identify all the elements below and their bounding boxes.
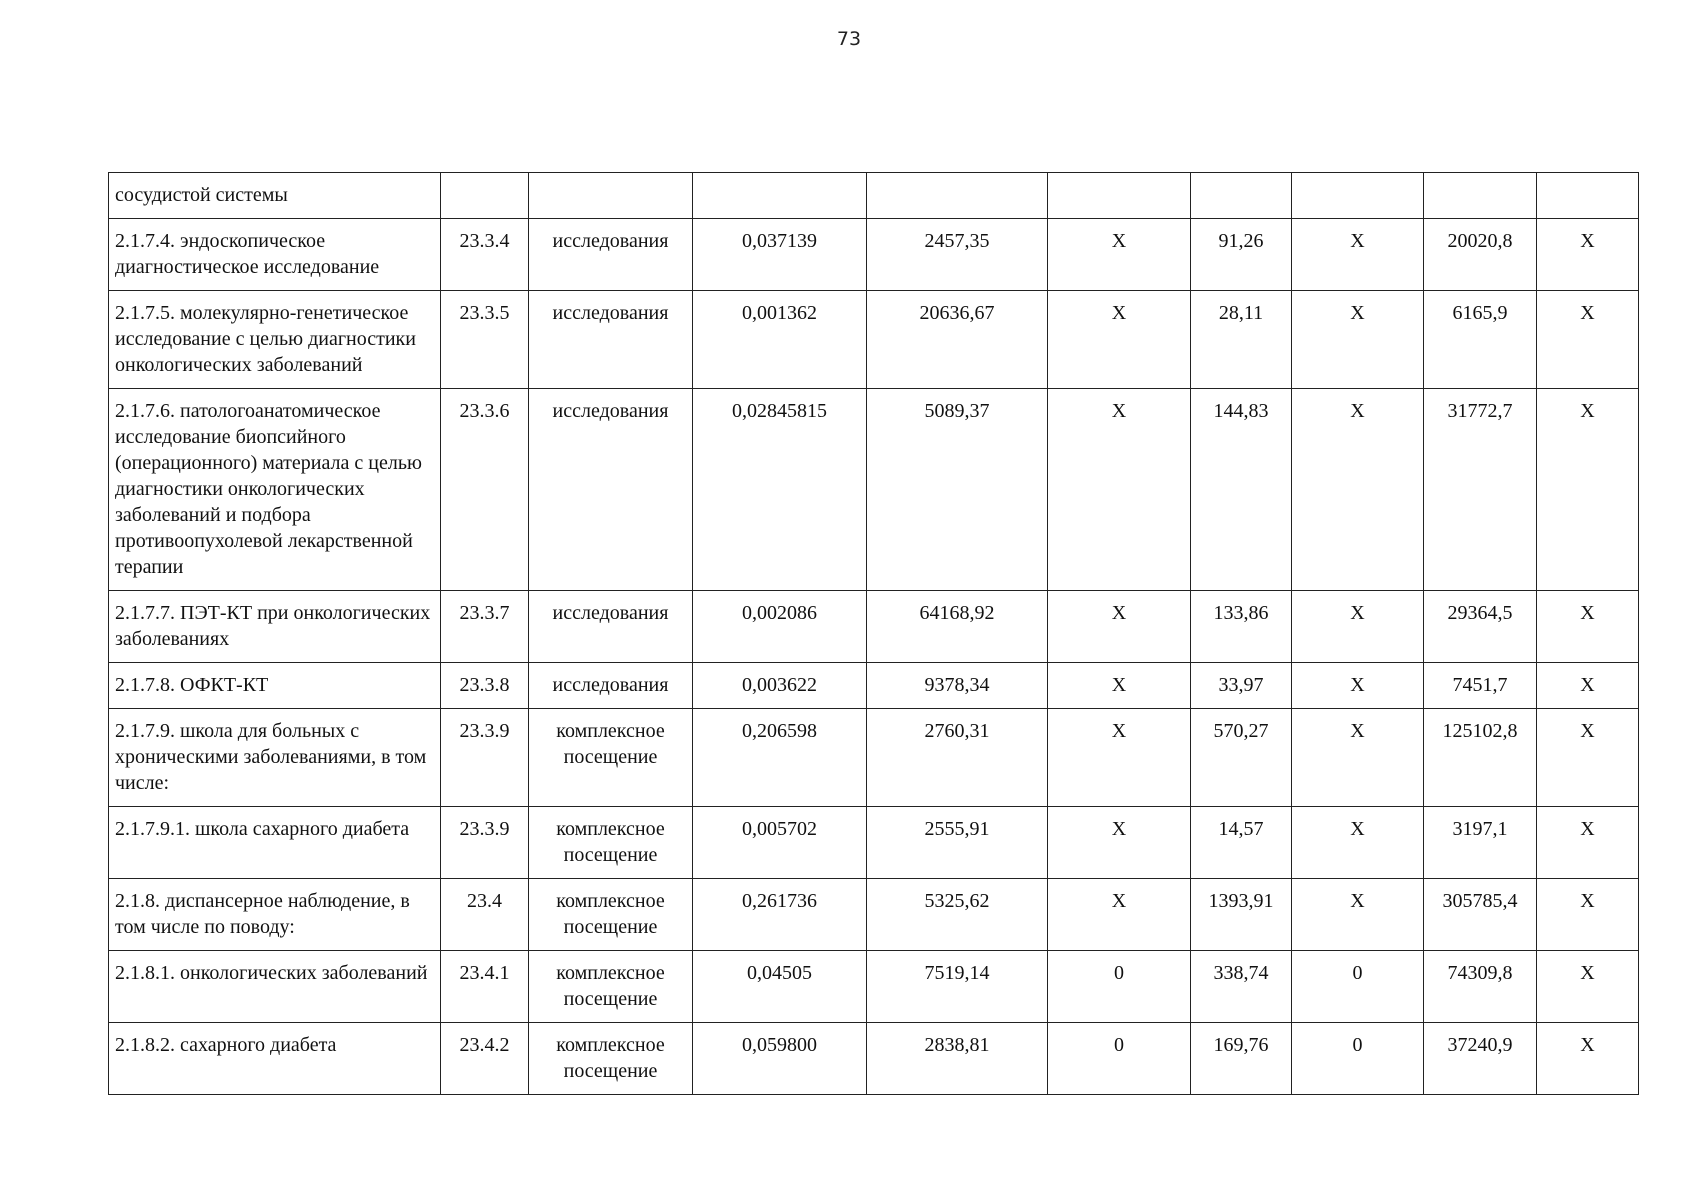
page-number: 73 (836, 28, 862, 50)
row-norm-cell: 0,04505 (693, 951, 867, 1023)
row-col7-cell: 169,76 (1191, 1023, 1292, 1095)
row-col8-cell: Х (1292, 879, 1424, 951)
row-col8-cell (1292, 173, 1424, 219)
row-col9-cell (1424, 173, 1537, 219)
row-col7-cell: 1393,91 (1191, 879, 1292, 951)
row-col7-cell: 570,27 (1191, 709, 1292, 807)
row-col8-cell: 0 (1292, 1023, 1424, 1095)
row-col8-cell: Х (1292, 663, 1424, 709)
row-col7-cell: 33,97 (1191, 663, 1292, 709)
row-col6-cell: Х (1048, 389, 1191, 591)
row-col8-cell: Х (1292, 807, 1424, 879)
row-col9-cell: 305785,4 (1424, 879, 1537, 951)
row-col8-cell: 0 (1292, 951, 1424, 1023)
row-code-cell: 23.3.9 (441, 709, 529, 807)
row-unit-cell: исследования (529, 291, 693, 389)
row-col10-cell: Х (1537, 1023, 1639, 1095)
row-code-cell: 23.3.5 (441, 291, 529, 389)
row-unit-cell: исследования (529, 663, 693, 709)
table-row (109, 1023, 1639, 1095)
row-col8-cell: Х (1292, 291, 1424, 389)
row-name-cell: 2.1.7.6. патологоанатомическое исследование биопсийного (операционного) материала с целью диагностики онкологических заболеваний и подбора противоопухолевой лекарственной терапии (109, 389, 441, 591)
row-col10-cell: Х (1537, 291, 1639, 389)
row-unit-cell: исследования (529, 389, 693, 591)
row-norm-cell: 0,005702 (693, 807, 867, 879)
row-cost-cell (867, 173, 1048, 219)
row-col6-cell: Х (1048, 291, 1191, 389)
row-code-cell: 23.4.2 (441, 1023, 529, 1095)
row-unit-cell: комплексное посещение (529, 709, 693, 807)
row-name-cell: 2.1.7.4. эндоскопическое диагностическое исследование (109, 219, 441, 291)
data-table (108, 172, 1639, 1095)
row-name-cell: 2.1.7.9.1. школа сахарного диабета (109, 807, 441, 879)
row-col10-cell: Х (1537, 709, 1639, 807)
row-col10-cell: Х (1537, 591, 1639, 663)
row-unit-cell: комплексное посещение (529, 951, 693, 1023)
row-col10-cell: Х (1537, 663, 1639, 709)
row-unit-cell: исследования (529, 591, 693, 663)
row-col10-cell (1537, 173, 1639, 219)
row-unit-cell: комплексное посещение (529, 879, 693, 951)
table-row (109, 173, 1639, 219)
row-col6-cell: Х (1048, 591, 1191, 663)
row-col10-cell: Х (1537, 219, 1639, 291)
row-col7-cell: 28,11 (1191, 291, 1292, 389)
row-col9-cell: 29364,5 (1424, 591, 1537, 663)
row-name-cell: 2.1.7.7. ПЭТ-КТ при онкологических заболеваниях (109, 591, 441, 663)
row-col7-cell: 338,74 (1191, 951, 1292, 1023)
row-col9-cell: 6165,9 (1424, 291, 1537, 389)
row-cost-cell: 20636,67 (867, 291, 1048, 389)
table-row (109, 709, 1639, 807)
row-col10-cell: Х (1537, 807, 1639, 879)
row-col6-cell: Х (1048, 663, 1191, 709)
row-unit-cell: исследования (529, 219, 693, 291)
row-cost-cell: 9378,34 (867, 663, 1048, 709)
row-norm-cell: 0,003622 (693, 663, 867, 709)
row-name-cell: 2.1.8.1. онкологических заболеваний (109, 951, 441, 1023)
row-col9-cell: 3197,1 (1424, 807, 1537, 879)
row-code-cell (441, 173, 529, 219)
row-cost-cell: 2760,31 (867, 709, 1048, 807)
row-col6-cell: Х (1048, 879, 1191, 951)
row-col6-cell: 0 (1048, 951, 1191, 1023)
row-col9-cell: 74309,8 (1424, 951, 1537, 1023)
row-col9-cell: 125102,8 (1424, 709, 1537, 807)
row-norm-cell: 0,206598 (693, 709, 867, 807)
table-body (109, 173, 1639, 1095)
row-col9-cell: 31772,7 (1424, 389, 1537, 591)
row-name-cell: сосудистой системы (109, 173, 441, 219)
row-col10-cell: Х (1537, 879, 1639, 951)
row-cost-cell: 5325,62 (867, 879, 1048, 951)
row-name-cell: 2.1.8. диспансерное наблюдение, в том числе по поводу: (109, 879, 441, 951)
row-norm-cell: 0,002086 (693, 591, 867, 663)
row-col10-cell: Х (1537, 389, 1639, 591)
table-row (109, 219, 1639, 291)
row-code-cell: 23.3.4 (441, 219, 529, 291)
table-row (109, 807, 1639, 879)
row-col9-cell: 7451,7 (1424, 663, 1537, 709)
row-col7-cell: 144,83 (1191, 389, 1292, 591)
table-row (109, 291, 1639, 389)
row-col7-cell: 91,26 (1191, 219, 1292, 291)
row-unit-cell: комплексное посещение (529, 807, 693, 879)
row-cost-cell: 7519,14 (867, 951, 1048, 1023)
row-col7-cell (1191, 173, 1292, 219)
row-col9-cell: 37240,9 (1424, 1023, 1537, 1095)
row-code-cell: 23.3.6 (441, 389, 529, 591)
row-name-cell: 2.1.7.8. ОФКТ-КТ (109, 663, 441, 709)
table-row (109, 591, 1639, 663)
row-col9-cell: 20020,8 (1424, 219, 1537, 291)
row-col7-cell: 14,57 (1191, 807, 1292, 879)
row-col8-cell: Х (1292, 709, 1424, 807)
table-row (109, 879, 1639, 951)
row-norm-cell: 0,037139 (693, 219, 867, 291)
table-row (109, 951, 1639, 1023)
row-col6-cell: Х (1048, 219, 1191, 291)
row-unit-cell: комплексное посещение (529, 1023, 693, 1095)
row-cost-cell: 64168,92 (867, 591, 1048, 663)
row-cost-cell: 2555,91 (867, 807, 1048, 879)
row-col8-cell: Х (1292, 219, 1424, 291)
row-norm-cell: 0,261736 (693, 879, 867, 951)
row-name-cell: 2.1.7.9. школа для больных с хроническими заболеваниями, в том числе: (109, 709, 441, 807)
row-col6-cell: Х (1048, 709, 1191, 807)
row-code-cell: 23.3.8 (441, 663, 529, 709)
row-norm-cell: 0,001362 (693, 291, 867, 389)
row-cost-cell: 5089,37 (867, 389, 1048, 591)
row-col6-cell (1048, 173, 1191, 219)
table-row (109, 663, 1639, 709)
row-code-cell: 23.4 (441, 879, 529, 951)
row-col6-cell: Х (1048, 807, 1191, 879)
row-norm-cell: 0,059800 (693, 1023, 867, 1095)
row-norm-cell: 0,02845815 (693, 389, 867, 591)
row-code-cell: 23.4.1 (441, 951, 529, 1023)
row-cost-cell: 2838,81 (867, 1023, 1048, 1095)
row-name-cell: 2.1.8.2. сахарного диабета (109, 1023, 441, 1095)
row-code-cell: 23.3.7 (441, 591, 529, 663)
row-unit-cell (529, 173, 693, 219)
table-row (109, 389, 1639, 591)
row-col8-cell: Х (1292, 591, 1424, 663)
row-name-cell: 2.1.7.5. молекулярно-генетическое исследование с целью диагностики онкологических заболеваний (109, 291, 441, 389)
row-col8-cell: Х (1292, 389, 1424, 591)
row-code-cell: 23.3.9 (441, 807, 529, 879)
row-cost-cell: 2457,35 (867, 219, 1048, 291)
row-col7-cell: 133,86 (1191, 591, 1292, 663)
row-col10-cell: Х (1537, 951, 1639, 1023)
row-col6-cell: 0 (1048, 1023, 1191, 1095)
row-norm-cell (693, 173, 867, 219)
